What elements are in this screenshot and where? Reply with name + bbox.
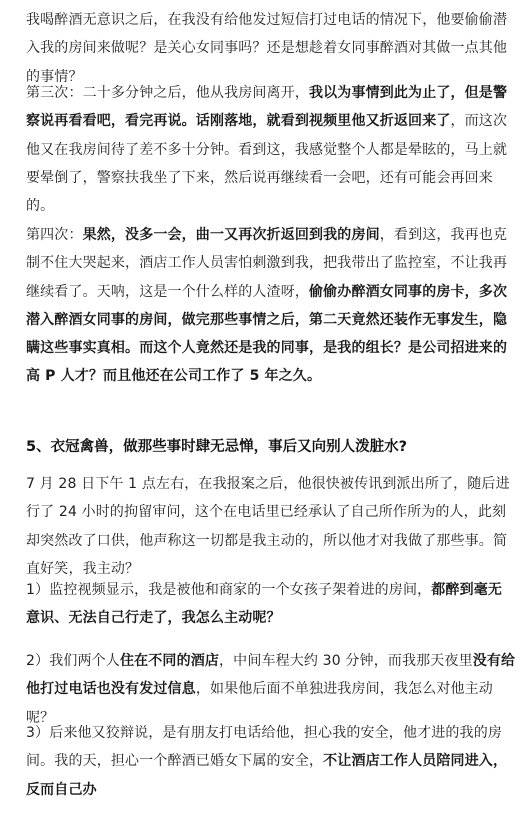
body-text: 第三次：二十多分钟之后，他从我房间离开， (26, 85, 309, 101)
body-text: ，看到这，我再也克制不住大哭起来，酒店工作人员害怕刺激到我，把我带出了监控室，不让我再继续看了。天呐，这是一个什么样的人渣呀， (26, 227, 508, 300)
emphasized-text: 都醉到毫无意识、无法自己行走了，我怎么主动呢？ (26, 582, 503, 627)
emphasized-text: 偷偷办醉酒女同事的房卡，多次潜入醉酒女同事的房间，做完那些事情之后，第二天竟然还装作无事发生，隐瞒这些事实真相。而这个人竟然还是我的同事，是我的组长？是公司招进来的高 P 人才？而且他还在公司工作了 5 年之久。 (26, 283, 508, 385)
body-text: ，而这次他又在我房间待了差不多十分钟。看到这，我感觉整个人都是晕眩的，马上就要晕倒了，警察扶我坐了下来，然后说再继续看一会吧，还有可能会再回来的。 (26, 113, 508, 215)
paragraph-7 (26, 719, 516, 804)
emphasized-text: 果然，没多一会，曲一又再次折返回到我的房间 (82, 227, 380, 243)
body-text: ，如果他后面不单独进我房间，我怎么对他主动呢？ (26, 681, 493, 726)
body-text: 第四次： (26, 227, 83, 243)
paragraph-3 (26, 221, 516, 391)
section-heading: 5、衣冠禽兽，做那些事时肆无忌惮，事后又向别人泼脏水? (26, 439, 407, 455)
body-text: 7 月 28 日下午 1 点左右，在我报案之后，他很快被传讯到派出所了，随后进行了 24 小时的拘留审问，这个在电话里已经承认了自己所作所为的人，此刻却突然改了口供，他声称这一切都是我主动的，所以他才对我做了那些事。简直好笑，我主动？ (26, 476, 510, 577)
body-text: 3）后来他又狡辩说，是有朋友打电话给他，担心我的安全，他才进的我的房间。我的天，担心一个醉酒已婚女下属的安全， (26, 725, 503, 770)
emphasized-text: 我以为事情到此为止了，但是警察说再看看吧，看完再说。话刚落地，就看到视频里他又折返回来了 (26, 85, 508, 130)
emphasized-text: 不让酒店工作人员陪同进入，反而自己办 (26, 753, 508, 798)
emphasized-text: 住在不同的酒店 (119, 653, 220, 669)
body-text: 1）监控视频显示，我是被他和商家的一个女孩子架着进的房间， (26, 582, 432, 598)
paragraph-2 (26, 79, 516, 220)
emphasized-text: 没有给他打过电话也没有发过信息 (26, 653, 516, 698)
body-text: ，中间车程大约 30 分钟，而我那天夜里 (219, 653, 473, 669)
body-text: 我喝醉酒无意识之后，在我没有给他发过短信打过电话的情况下，他要偷偷潜入我的房间来做呢？是关心女同事吗？还是想趁着女同事醉酒对其做一点其他的事情？ (26, 12, 508, 85)
paragraph-4 (26, 470, 516, 583)
body-text: 2）我们两个人 (26, 653, 120, 669)
paragraph-5 (26, 576, 516, 633)
